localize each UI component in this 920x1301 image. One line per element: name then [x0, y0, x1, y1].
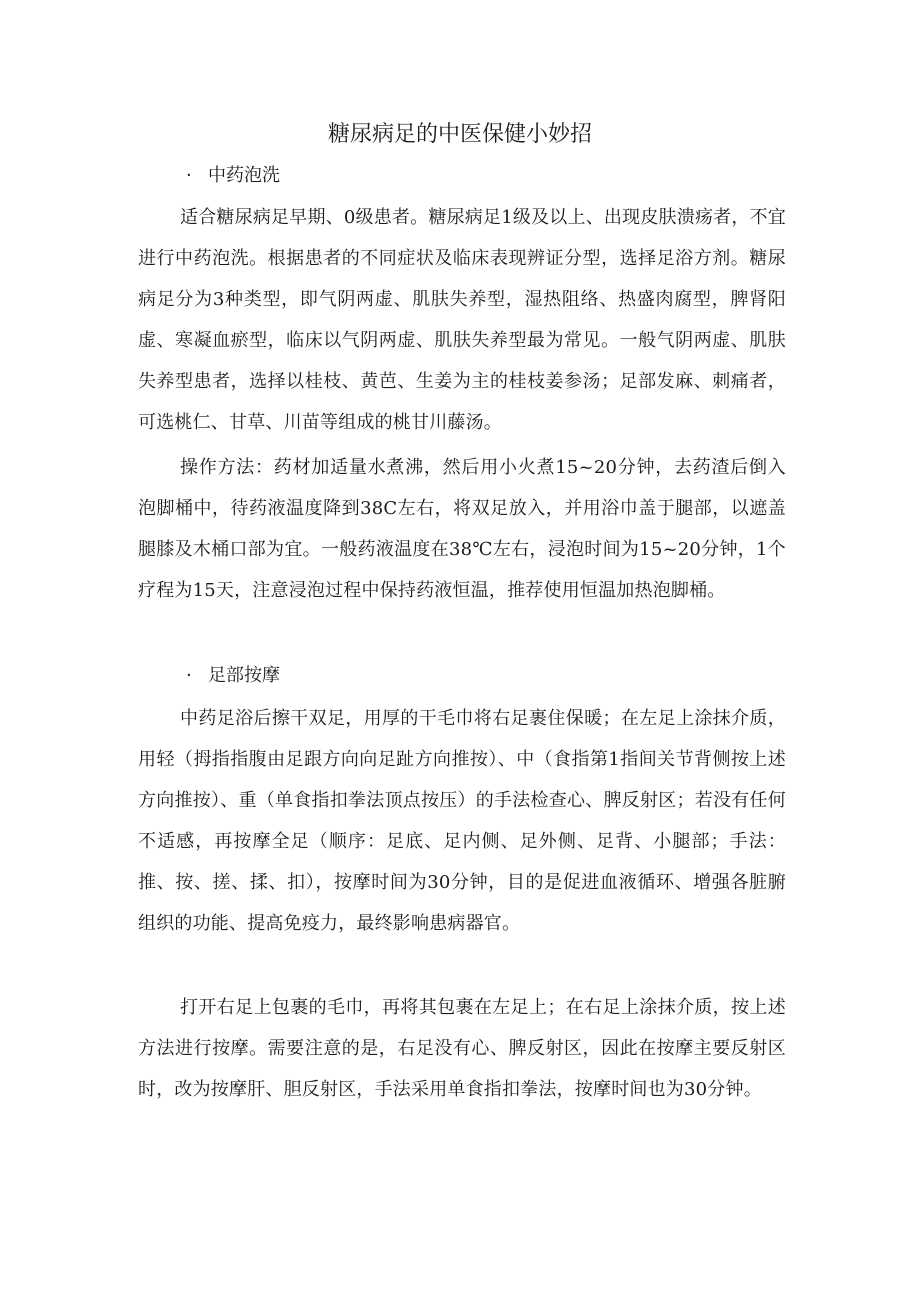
section-heading-foot-massage [186, 661, 280, 691]
section-heading-text: 中药泡洗 [208, 165, 280, 186]
paragraph-herbal-soak-intro: 适合糖尿病足早期、0级患者。糖尿病足1级及以上、出现皮肤溃疡者，不宜进行中药泡洗。根据患者的不同症状及临床表现辨证分型，选择足浴方剂。糖尿病足分为3种类型，即气阴两虚、肌肤失养型，湿热阻络、热盛肉腐型，脾肾阳虚、寒凝血瘀型，临床以气阴两虚、肌肤失养型最为常见。一般气阴两虚、肌肤失养型患者，选择以桂枝、黄芭、生姜为主的桂枝姜参汤；足部发麻、刺痛者，可选桃仁、甘草、川苗等组成的桃甘川藤汤。 [138, 207, 786, 433]
paragraph-herbal-soak-method: 操作方法：药材加适量水煮沸，然后用小火煮15~20分钟，去药渣后倒入泡脚桶中，待药液温度降到38C左右，将双足放入，并用浴巾盖于腿部，以遮盖腿膝及木桶口部为宜。一般药液温度在38℃左右，浸泡时间为15~20分钟，1个疗程为15天，注意浸泡过程中保持药液恒温，推荐使用恒温加热泡脚桶。 [138, 457, 786, 601]
paragraph-foot-massage-right: 打开右足上包裹的毛巾，再将其包裹在左足上；在右足上涂抹介质，按上述方法进行按摩。需要注意的是，右足没有心、脾反射区，因此在按摩主要反射区时，改为按摩肝、胆反射区，手法采用单食指扣拳法，按摩时间也为30分钟。 [138, 997, 786, 1100]
document-title: 糖尿病足的中医保健小妙招 [327, 122, 592, 147]
section-heading-text: 足部按摩 [208, 665, 280, 686]
section-heading-herbal-soak [186, 161, 280, 191]
bullet-icon: · [186, 665, 192, 686]
paragraph-foot-massage-left: 中药足浴后擦干双足，用厚的干毛巾将右足裹住保暖；在左足上涂抹介质，用轻（拇指指腹由足跟方向向足趾方向推按）、中（食指第1指间关节背侧按上述方向推按）、重（单食指扣拳法顶点按压）的手法检查心、脾反射区；若没有任何不适感，再按摩全足（顺序：足底、足内侧、足外侧、足背、小腿部；手法：推、按、搓、揉、扣），按摩时间为30分钟，目的是促进血液循环、增强各脏腑组织的功能、提高免疫力，最终影响患病器官。 [138, 708, 786, 934]
bullet-icon: · [186, 165, 192, 186]
